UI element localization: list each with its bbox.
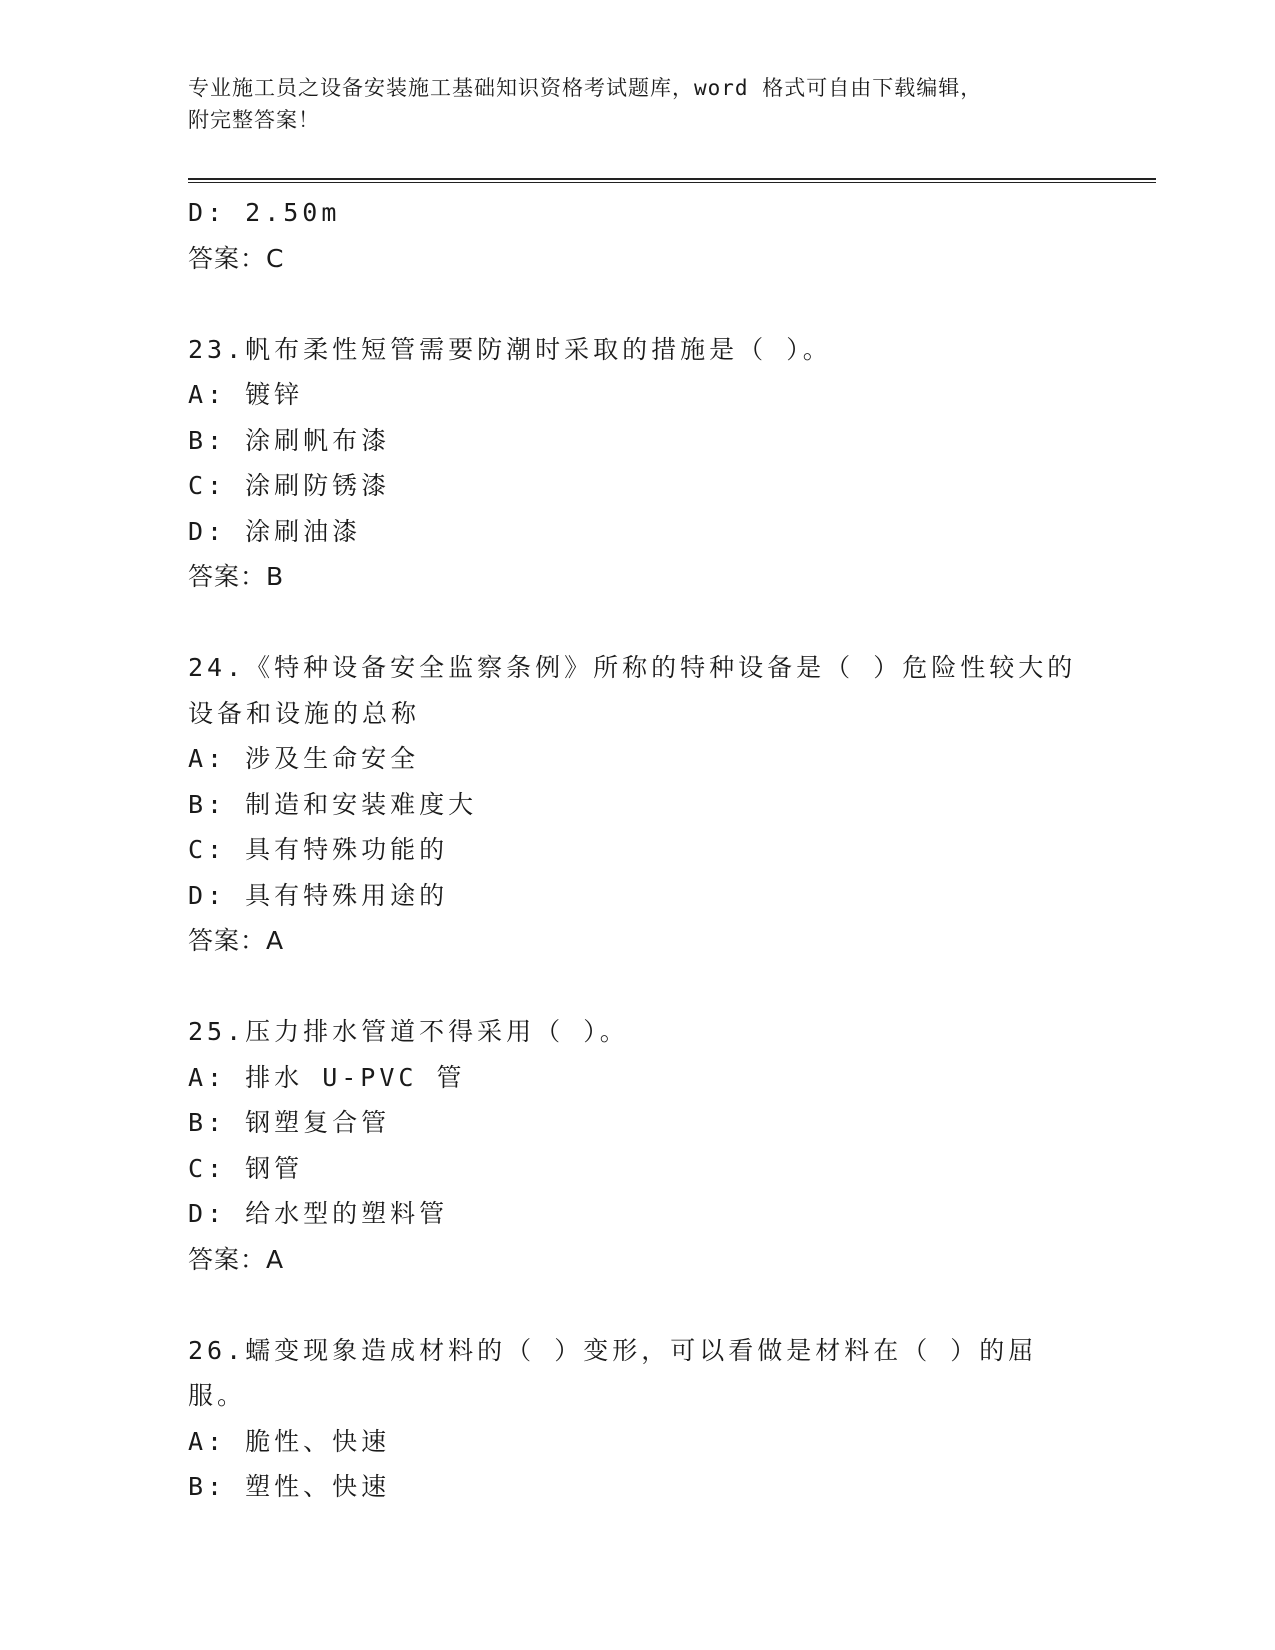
answer-line: 答案：A xyxy=(188,1244,285,1274)
option-d: D: 具有特殊用途的 xyxy=(188,880,449,910)
option-d: D: 2.50m xyxy=(188,198,341,227)
previous-question-tail xyxy=(188,190,1088,281)
spacer xyxy=(188,281,1088,327)
option-b: B: 制造和安装难度大 xyxy=(188,789,478,819)
header-line-2: 附完整答案！ xyxy=(188,108,320,132)
answer-line: 答案：B xyxy=(188,562,285,591)
question-text-line-1: 24.《特种设备安全监察条例》所称的特种设备是（ ）危险性较大的 xyxy=(188,653,1077,682)
option-a: A: 镀锌 xyxy=(188,380,304,409)
option-b: B: 钢塑复合管 xyxy=(188,1108,391,1137)
question-26 xyxy=(188,1328,1088,1510)
question-list xyxy=(188,190,1088,1510)
option-c: C: 具有特殊功能的 xyxy=(188,835,449,864)
option-d: D: 涂刷油漆 xyxy=(188,516,362,546)
option-b: B: 涂刷帆布漆 xyxy=(188,425,391,455)
option-a: A: 脆性、快速 xyxy=(188,1426,391,1456)
header-line-1: 专业施工员之设备安装施工基础知识资格考试题库，word 格式可自由下载编辑， xyxy=(188,76,983,100)
answer-line: 答案：A xyxy=(188,926,285,955)
question-text: 23.帆布柔性短管需要防潮时采取的措施是（ ）。 xyxy=(188,334,832,364)
question-text-line-2: 设备和设施的总称 xyxy=(188,698,421,728)
document-header xyxy=(188,72,1068,136)
question-23 xyxy=(188,327,1088,600)
question-text: 25.压力排水管道不得采用（ ）。 xyxy=(188,1017,629,1046)
option-a: A: 涉及生命安全 xyxy=(188,744,420,773)
header-rule-thick xyxy=(188,178,1156,180)
option-a: A: 排水 U-PVC 管 xyxy=(188,1062,466,1092)
header-rule-thin xyxy=(188,182,1156,183)
option-c: C: 涂刷防锈漆 xyxy=(188,471,391,500)
spacer xyxy=(188,1282,1088,1328)
question-24 xyxy=(188,645,1088,964)
option-b: B: 塑性、快速 xyxy=(188,1472,391,1501)
spacer xyxy=(188,964,1088,1010)
option-c: C: 钢管 xyxy=(188,1153,304,1183)
question-25 xyxy=(188,1009,1088,1282)
spacer xyxy=(188,600,1088,646)
option-d: D: 给水型的塑料管 xyxy=(188,1199,449,1228)
question-text: 26.蠕变现象造成材料的（ ）变形，可以看做是材料在（ ）的屈服。 xyxy=(188,1335,1038,1410)
answer-line: 答案：C xyxy=(188,243,285,273)
